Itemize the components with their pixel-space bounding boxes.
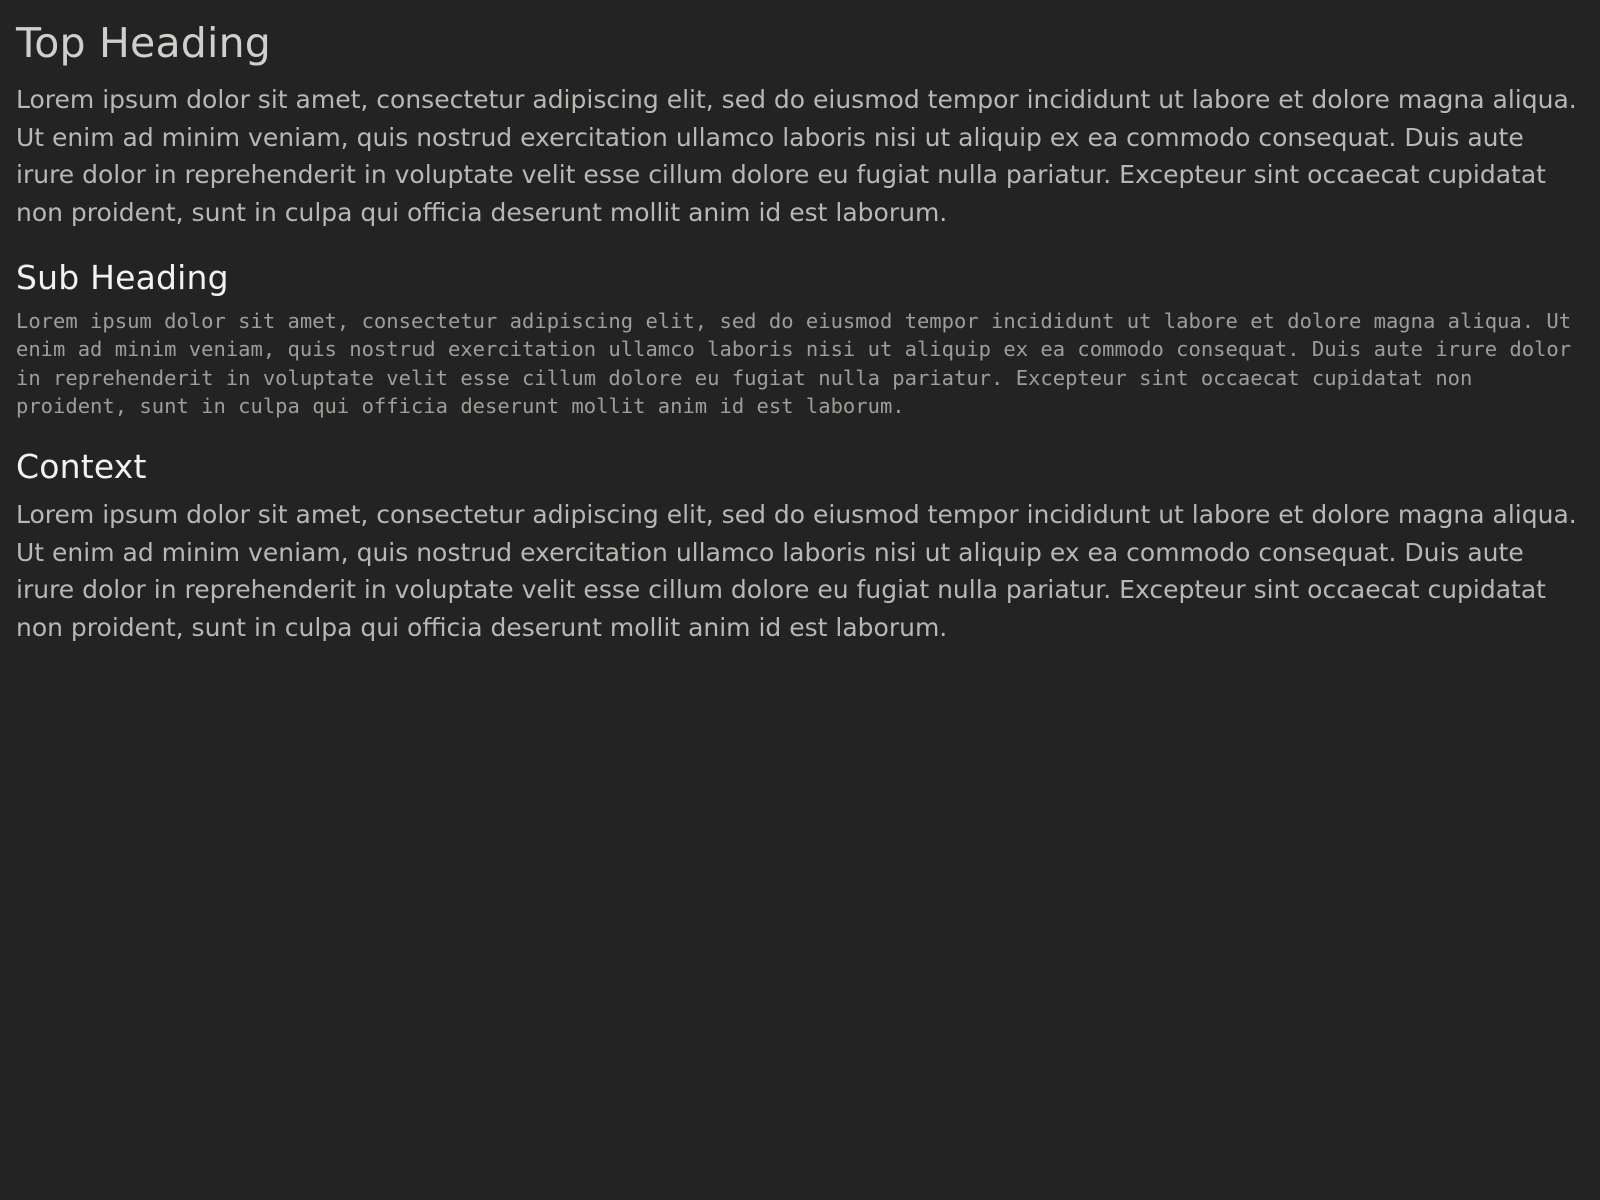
sub-heading: Sub Heading — [16, 258, 229, 298]
monospace-paragraph: Lorem ipsum dolor sit amet, consectetur adipiscing elit, sed do eiusmod tempor incididunt ut labore et dolore magna aliqua. Ut enim ad minim veniam, quis nostrud exercitation ullamco laboris nisi ut aliquip ex ea commodo consequat. Duis aute irure dolor in reprehenderit in voluptate velit esse cillum dolore eu fugiat nulla pariatur. Excepteur sint occaecat cupidatat non proident, sunt in culpa qui officia deserunt mollit anim id est laborum. — [16, 309, 1584, 418]
intro-paragraph: Lorem ipsum dolor sit amet, consectetur adipiscing elit, sed do eiusmod tempor incididunt ut labore et dolore magna aliqua. Ut enim ad minim veniam, quis nostrud exercitation ullamco laboris nisi ut aliquip ex ea commodo consequat. Duis aute irure dolor in reprehenderit in voluptate velit esse cillum dolore eu fugiat nulla pariatur. Excepteur sint occaecat cupidatat non proident, sunt in culpa qui officia deserunt mollit anim id est laborum. — [16, 85, 1577, 227]
page-title: Top Heading — [16, 19, 272, 67]
context-heading: Context — [16, 447, 147, 487]
context-paragraph: Lorem ipsum dolor sit amet, consectetur adipiscing elit, sed do eiusmod tempor incididunt ut labore et dolore magna aliqua. Ut enim ad minim veniam, quis nostrud exercitation ullamco laboris nisi ut aliquip ex ea commodo consequat. Duis aute irure dolor in reprehenderit in voluptate velit esse cillum dolore eu fugiat nulla pariatur. Excepteur sint occaecat cupidatat non proident, sunt in culpa qui officia deserunt mollit anim id est laborum. — [16, 500, 1577, 642]
